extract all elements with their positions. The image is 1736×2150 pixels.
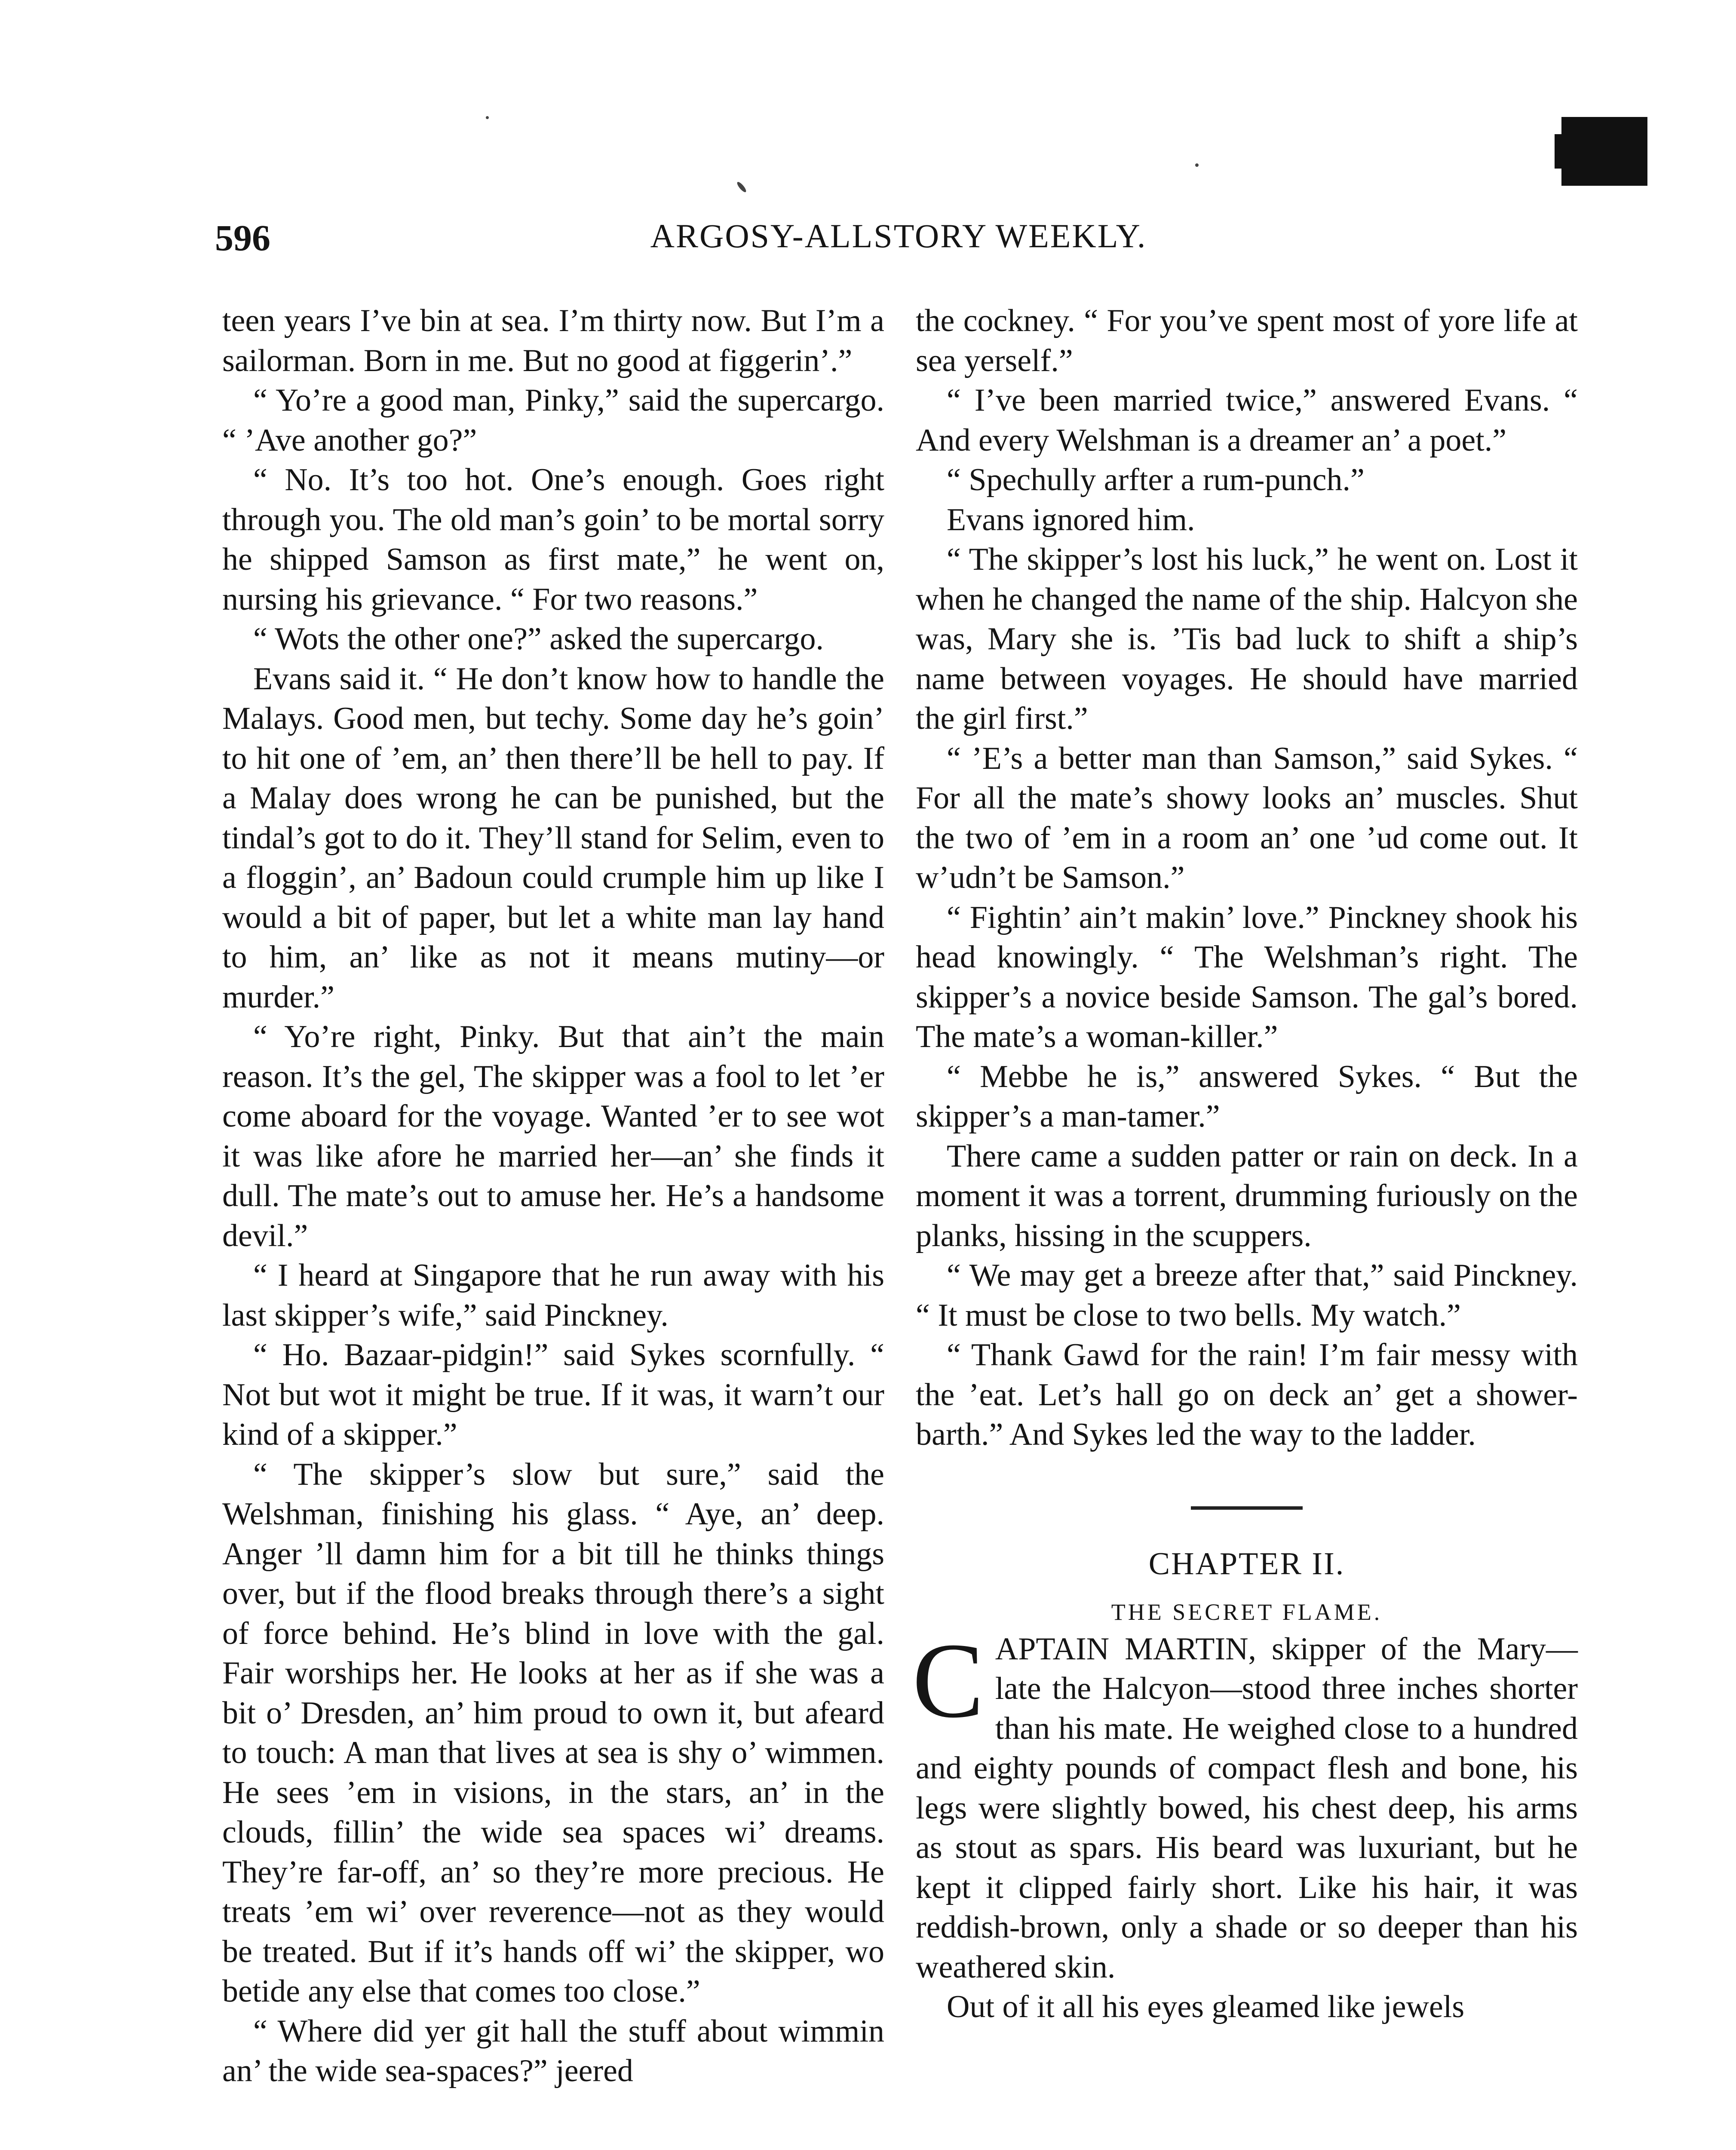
paragraph: the cockney. “ For you’ve spent most of yore life at sea yerself.” [916, 303, 1578, 378]
scan-speck [1195, 163, 1199, 167]
paragraph: There came a sudden patter or rain on deck. In a moment it was a torrent, drumming furiously on the planks, hissing in the scuppers. [916, 1138, 1578, 1253]
paragraph: “ I heard at Singapore that he run away with his last skipper’s wife,” said Pinckney. [222, 1258, 884, 1333]
paragraph: “ Where did yer git hall the stuff about wimmin an’ the wide sea-spaces?” jeered [222, 2013, 884, 2089]
paragraph: “ Ho. Bazaar-pidgin!” said Sykes scornfully. “ Not but wot it might be true. If it was, it warn’t our kind of a skipper.” [222, 1337, 884, 1452]
paragraph: “ Fightin’ ain’t makin’ love.” Pinckney shook his head knowingly. “ The Welshman’s right. The skipper’s a novice beside Samson. The gal’s bored. The mate’s a woman-killer.” [916, 900, 1578, 1054]
scan-speck [736, 181, 748, 193]
scan-speck [486, 116, 489, 119]
paragraph: Out of it all his eyes gleamed like jewels [947, 1989, 1465, 2024]
paragraph: Evans said it. “ He don’t know how to handle the Malays. Good men, but techy. Some day he’s goin’ to hit one of ’em, an’ then there’ll be hell to pay. If a Malay does wrong he can be punished, but the tindal’s got to do it. They’ll stand for Selim, even to a floggin’, an’ Badoun could crumple him up like I would a bit of paper, but let a white man lay hand to him, an’ like as not it means mutiny—or murder.” [222, 661, 884, 1015]
section-rule [1191, 1506, 1303, 1510]
paragraph: “ We may get a breeze after that,” said Pinckney. “ It must be close to two bells. My watch.” [916, 1258, 1578, 1333]
paragraph: “ Yo’re a good man, Pinky,” said the supercargo. “ ’Ave another go?” [222, 383, 884, 458]
paragraph: “ The skipper’s slow but sure,” said the Welshman, finishing his glass. “ Aye, an’ deep. Anger ’ll damn him for a bit till he thinks things over, but if the flood breaks through there’s a sight of force behind. He’s blind in love with the gal. Fair worships her. He looks at her as if she was a bit o’ Dresden, an’ him proud to own it, but afeard to touch: A man that lives at sea is shy o’ wimmen. He sees ’em in visions, in the stars, an’ in the clouds, fillin’ the wide sea spaces wi’ dreams. They’re far-off, an’ so they’re more precious. He treats ’em wi’ over reverence—not as they would be treated. But if it’s hands off wi’ the skipper, wo betide any else that comes too close.” [222, 1456, 884, 2009]
paragraph: “ Wots the other one?” asked the supercargo. [253, 621, 824, 657]
paragraph: “ Mebbe he is,” answered Sykes. “ But the skipper’s a man-tamer.” [916, 1059, 1578, 1134]
chapter-subtitle: THE SECRET FLAME. [1111, 1599, 1383, 1625]
paragraph: teen years I’ve bin at sea. I’m thirty now. But I’m a sailorman. Born in me. But no good at figgerin’.” [222, 303, 884, 378]
right-column [912, 301, 1578, 2027]
paragraph: Evans ignored him. [947, 502, 1195, 538]
paragraph: “ Spechully arfter a rum-punch.” [947, 462, 1365, 498]
scan-corner-mark [1561, 117, 1647, 186]
page-number: 596 [215, 217, 270, 258]
paragraph: “ I’ve been married twice,” answered Evans. “ And every Welshman is a dreamer an’ a poet.” [916, 383, 1578, 458]
chapter-opening-paragraph [912, 1621, 1578, 1987]
paragraph: “ Thank Gawd for the rain! I’m fair messy with the ’eat. Let’s hall go on deck an’ get a shower-barth.” And Sykes led the way to the ladder. [916, 1337, 1578, 1452]
opening-text: APTAIN MARTIN, skipper of the Mary—late the Halcyon—stood three inches shorter than his mate. He weighed close to a hundred and eighty pounds of compact flesh and bone, his legs were slightly bowed, his chest deep, his arms as stout as spars. His beard was luxuriant, but he kept it clipped fairly short. Like his hair, it was reddish-brown, only a shade or so deeper than his weathered skin. [916, 1631, 1578, 1985]
running-head: ARGOSY-ALLSTORY WEEKLY. [650, 217, 1147, 255]
paragraph: “ Yo’re right, Pinky. But that ain’t the main reason. It’s the gel, The skipper was a fool to let ’er come aboard for the voyage. Wanted ’er to see wot it was like afore he married her—an’ she finds it dull. The mate’s out to amuse her. He’s a handsome devil.” [222, 1019, 884, 1253]
chapter-title: CHAPTER II. [1148, 1546, 1345, 1582]
paragraph: “ No. It’s too hot. One’s enough. Goes right through you. The old man’s goin’ to be mortal sorry he shipped Samson as first mate,” he went on, nursing his grievance. “ For two reasons.” [222, 462, 884, 617]
paragraph: “ ’E’s a better man than Samson,” said Sykes. “ For all the mate’s showy looks an’ muscles. Shut the two of ’em in a room an’ one ’ud come out. It w’udn’t be Samson.” [916, 740, 1578, 895]
paragraph: “ The skipper’s lost his luck,” he went on. Lost it when he changed the name of the ship. Halcyon she was, Mary she is. ’Tis bad luck to shift a ship’s name between voyages. He should have married the girl first.” [916, 542, 1578, 736]
left-column [222, 301, 884, 2091]
drop-cap: C [912, 1621, 984, 1740]
